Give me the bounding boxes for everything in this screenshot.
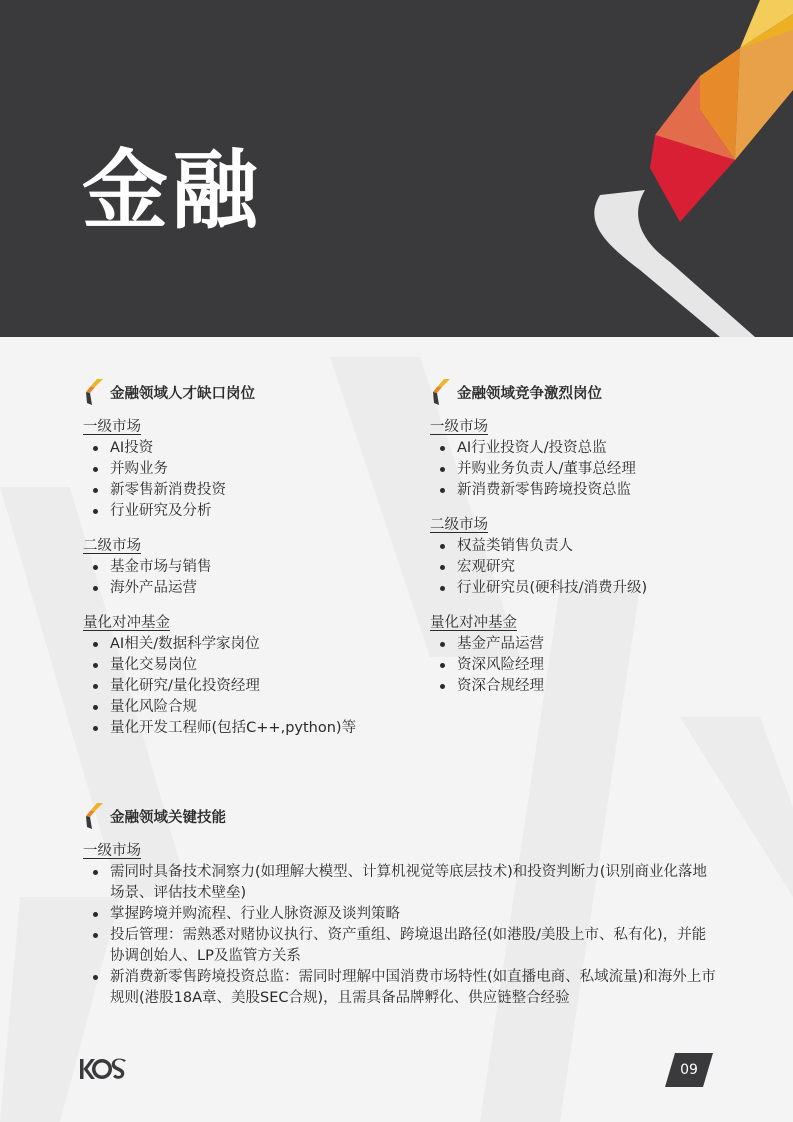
section-heading: 金融领域人才缺口岗位 [83, 377, 403, 407]
section-heading: 金融领域关键技能 [83, 801, 718, 831]
list-item: 并购业务 [110, 459, 403, 480]
list-item: 海外产品运营 [110, 578, 403, 599]
list-item: 量化交易岗位 [110, 655, 403, 676]
list-item: 掌握跨境并购流程、行业人脉资源及谈判策略 [110, 904, 718, 925]
section-key-skills [83, 801, 718, 1023]
group-quant-fund: 量化对冲基金 AI相关/数据科学家岗位 量化交易岗位 量化研究/量化投资经理 量化风险合规 量化开发工程师(包括C++,python)等 [83, 613, 403, 739]
list-item: 投后管理：需熟悉对赌协议执行、资产重组、跨境退出路径(如港股/美股上市、私有化)，并能协调创始人、LP及监管方关系 [110, 925, 718, 967]
list-item: 资深风险经理 [457, 655, 750, 676]
list-item: 资深合规经理 [457, 676, 750, 697]
list-item: 量化风险合规 [110, 697, 403, 718]
group-primary-market: 一级市场 AI投资 并购业务 新零售新消费投资 行业研究及分析 [83, 417, 403, 522]
group-secondary-market: 二级市场 权益类销售负责人 宏观研究 行业研究员(硬科技/消费升级) [430, 515, 750, 599]
group-quant-fund: 量化对冲基金 基金产品运营 资深风险经理 资深合规经理 [430, 613, 750, 697]
list-item: AI投资 [110, 438, 403, 459]
list-item: AI行业投资人/投资总监 [457, 438, 750, 459]
group-primary-market: 一级市场 需同时具备技术洞察力(如理解大模型、计算机视觉等底层技术)和投资判断力(识别商业化落地场景、评估技术壁垒) 掌握跨境并购流程、行业人脉资源及谈判策略 投后管理：需熟悉对赌协议执行、资产重组、跨境退出路径(如港股/美股上市、私有化)，并能协调创始人、LP及监管方关系 新消费新零售跨境投资总监：需同时理解中国消费市场特性(如直播电商、私域流量)和海外上市规则(港股18A章、美股SEC合规)，且需具备品牌孵化、供应链整合经验 [83, 841, 718, 1009]
list-item: 并购业务负责人/董事总经理 [457, 459, 750, 480]
page-number: 09 [680, 1062, 698, 1078]
list [430, 634, 750, 697]
list-item: 行业研究员(硬科技/消费升级) [457, 578, 750, 599]
section-talent-gap [83, 377, 403, 753]
section-competitive [430, 377, 750, 711]
list-item: 新零售新消费投资 [110, 480, 403, 501]
list-item: 基金产品运营 [457, 634, 750, 655]
kos-logo [80, 1058, 126, 1080]
list-item: 量化研究/量化投资经理 [110, 676, 403, 697]
list-item: 宏观研究 [457, 557, 750, 578]
list [430, 438, 750, 501]
list-item: 量化开发工程师(包括C++,python)等 [110, 718, 403, 739]
list-item: 需同时具备技术洞察力(如理解大模型、计算机视觉等底层技术)和投资判断力(识别商业化落地场景、评估技术壁垒) [110, 862, 718, 904]
list-item: 新消费新零售跨境投资总监 [457, 480, 750, 501]
page-title: 金融 [82, 141, 262, 241]
group-secondary-market: 二级市场 基金市场与销售 海外产品运营 [83, 536, 403, 599]
list-item: AI相关/数据科学家岗位 [110, 634, 403, 655]
list-item: 基金市场与销售 [110, 557, 403, 578]
page-number-badge [665, 1053, 713, 1087]
list [83, 557, 403, 599]
list-item: 行业研究及分析 [110, 501, 403, 522]
kos-logo-icon [83, 803, 103, 829]
list [430, 536, 750, 599]
group-primary-market: 一级市场 AI行业投资人/投资总监 并购业务负责人/董事总经理 新消费新零售跨境投资总监 [430, 417, 750, 501]
list [83, 438, 403, 522]
page-header [0, 0, 793, 337]
list [83, 634, 403, 739]
section-heading: 金融领域竞争激烈岗位 [430, 377, 750, 407]
kos-logo-icon [430, 379, 450, 405]
list-item: 权益类销售负责人 [457, 536, 750, 557]
kos-logo-icon [83, 379, 103, 405]
list-item: 新消费新零售跨境投资总监：需同时理解中国消费市场特性(如直播电商、私域流量)和海外上市规则(港股18A章、美股SEC合规)，且需具备品牌孵化、供应链整合经验 [110, 967, 718, 1009]
list [83, 862, 718, 1009]
